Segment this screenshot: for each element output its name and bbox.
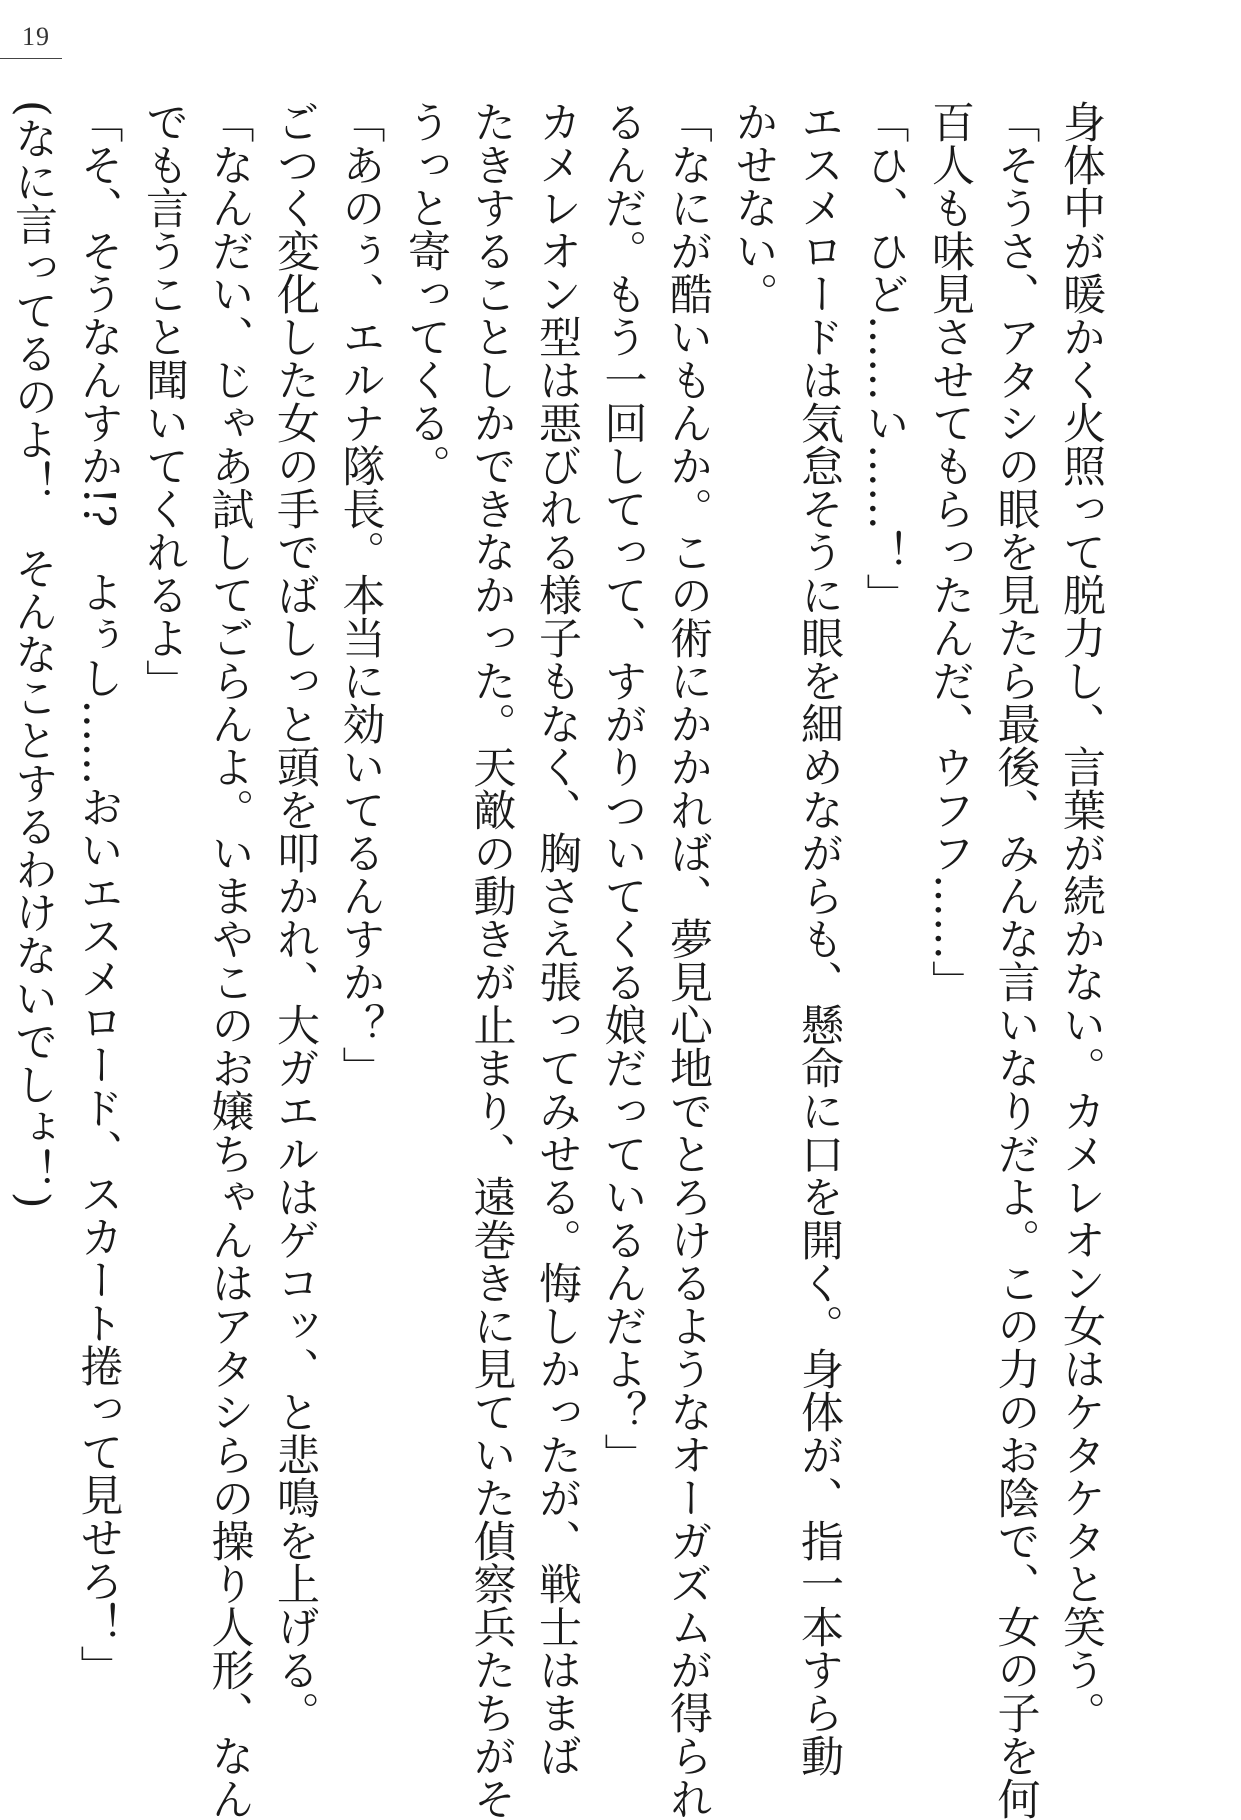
- vertical-body-text: [8, 100, 1113, 1820]
- text-line: 「あのぅ、エルナ隊長。本当に効いてるんすか？」: [335, 100, 386, 1089]
- text-line: うっと寄ってくる。: [401, 100, 451, 487]
- text-line: でも言うこと聞いてくれるよ」: [139, 100, 189, 702]
- text-line: エスメロードは気怠そうに眼を細めながらも、懸命に口を開く。身体が、指一本すら動: [794, 100, 844, 1777]
- page-number: 19: [22, 22, 50, 51]
- page-number-underline: [0, 58, 62, 59]
- text-line: 「ひ、ひど……い……！」: [859, 100, 910, 616]
- text-line: 「なにが酷いもんか。この術にかかれば、夢見心地でとろけるようなオーガズムが得られ: [663, 100, 713, 1820]
- text-line: たきすることしかできなかった。天敵の動きが止まり、遠巻きに見ていた偵察兵たちがそ: [466, 100, 517, 1820]
- text-line: 「そうさ、アタシの眼を見たら最後、みんな言いなりだよ。この力のお陰で、女の子を何: [990, 100, 1041, 1820]
- text-line: (なに言ってるのよ！ そんなことするわけないでしょ！): [8, 100, 58, 1209]
- text-line: 身体中が暖かく火照って脱力し、言葉が続かない。カメレオン女はケタケタと笑う。: [1056, 100, 1106, 1734]
- text-line: 「なんだい、じゃあ試してごらんよ。いまやこのお嬢ちゃんはアタシらの操り人形、なん: [204, 100, 255, 1820]
- text-line: かせない。: [728, 100, 779, 315]
- text-line: カメレオン型は悪びれる様子もなく、胸さえ張ってみせる。悔しかったが、戦士はまば: [532, 100, 582, 1777]
- text-line: るんだ。もう一回してって、すがりついてくる娘だっているんだよ？」: [597, 100, 648, 1476]
- text-line: ごつく変化した女の手でばしっと頭を叩かれ、大ガエルはゲコッ、と悲鳴を上げる。: [270, 100, 320, 1734]
- text-line: 百人も味見させてもらったんだ、ウフフ……」: [925, 100, 975, 1003]
- text-line: 「そ、そうなんすか!? よぅし……おいエスメロード、スカート捲って見せろ！」: [73, 100, 124, 1689]
